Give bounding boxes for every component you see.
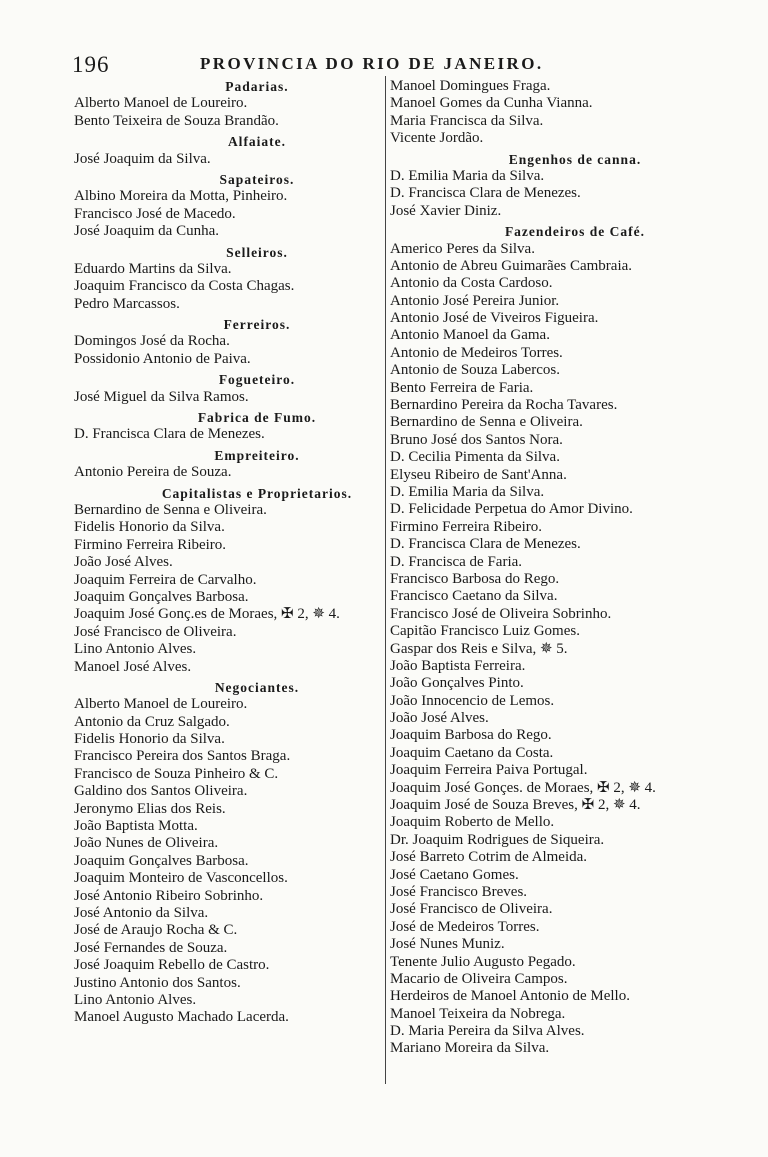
directory-section <box>74 78 380 133</box>
directory-entry: Capitão Francisco Luiz Gomes. <box>390 623 580 640</box>
directory-entry: José Nunes Muniz. <box>390 936 505 953</box>
directory-entry: D. Emilia Maria da Silva. <box>390 167 545 184</box>
running-title: PROVINCIA DO RIO DE JANEIRO. <box>200 54 544 73</box>
directory-entry: José de Medeiros Torres. <box>390 918 540 935</box>
directory-entry: Alberto Manoel de Loureiro. <box>74 95 248 112</box>
directory-entry: José Antonio Ribeiro Sobrinho. <box>74 887 264 904</box>
directory-entry: Herdeiros de Manoel Antonio de Mello. <box>390 988 630 1005</box>
directory-section <box>390 223 720 1061</box>
directory-entry: Joaquim Caetano da Costa. <box>390 744 554 761</box>
directory-entry: Fidelis Honorio da Silva. <box>74 731 225 748</box>
section-heading: Negociantes. <box>214 679 300 695</box>
directory-entry: Bernardino Pereira da Rocha Tavares. <box>390 397 618 414</box>
directory-entry: Manoel José Alves. <box>74 658 192 675</box>
directory-entry: Francisco Pereira dos Santos Braga. <box>74 748 291 765</box>
directory-entry: Manoel Augusto Machado Lacerda. <box>74 1009 289 1026</box>
directory-entry: Joaquim Ferreira de Carvalho. <box>74 571 257 588</box>
directory-entry: Manoel Teixeira da Nobrega. <box>390 1005 566 1022</box>
directory-entry: José de Araujo Rocha & C. <box>74 922 238 939</box>
directory-entry: Firmino Ferreira Ribeiro. <box>74 536 227 553</box>
directory-entry: Bento Teixeira de Souza Brandão. <box>74 112 279 129</box>
directory-entry: Macario de Oliveira Campos. <box>390 970 568 987</box>
directory-entry: Maria Francisca da Silva. <box>390 112 544 129</box>
page-number: 196 <box>72 52 110 77</box>
directory-entry: José Joaquim da Cunha. <box>74 223 219 240</box>
directory-entry: Domingos José da Rocha. <box>74 333 230 350</box>
section-heading: Engenhos de canna. <box>508 151 642 167</box>
left-column <box>74 78 380 1030</box>
directory-entry: Jeronymo Elias dos Reis. <box>74 800 226 817</box>
entry-list <box>74 389 380 406</box>
directory-entry: Eduardo Martins da Silva. <box>74 260 232 277</box>
directory-entry: Joaquim Roberto de Mello. <box>390 814 555 831</box>
directory-entry: Francisco Barbosa do Rego. <box>390 570 560 587</box>
directory-entry: Tenente Julio Augusto Pegado. <box>390 953 576 970</box>
directory-section <box>74 171 380 244</box>
entry-list <box>390 241 720 1058</box>
directory-entry: José Antonio da Silva. <box>74 904 209 921</box>
directory-entry: João Baptista Ferreira. <box>390 657 526 674</box>
directory-entry: Joaquim Ferreira Paiva Portugal. <box>390 762 588 779</box>
directory-entry: Alberto Manoel de Loureiro. <box>74 696 248 713</box>
directory-entry: D. Felicidade Perpetua do Amor Divino. <box>390 501 633 518</box>
directory-entry: José Joaquim da Silva. <box>74 150 211 167</box>
section-gap <box>390 1058 720 1061</box>
directory-entry: Francisco de Souza Pinheiro & C. <box>74 765 279 782</box>
directory-entry: Elyseu Ribeiro de Sant'Anna. <box>390 466 567 483</box>
directory-entry: D. Francisca de Faria. <box>390 553 523 570</box>
section-heading: Alfaiate. <box>227 134 287 150</box>
directory-section <box>390 78 720 151</box>
directory-entry: José Joaquim Rebello de Castro. <box>74 957 270 974</box>
directory-entry: Manoel Gomes da Cunha Vianna. <box>390 95 593 112</box>
directory-entry: Antonio Pereira de Souza. <box>74 464 232 481</box>
directory-entry: João José Alves. <box>390 710 489 727</box>
directory-entry: Possidonio Antonio de Paiva. <box>74 350 251 367</box>
directory-section <box>390 151 720 224</box>
directory-entry: Joaquim Francisco da Costa Chagas. <box>74 278 295 295</box>
directory-entry: José Francisco de Oliveira. <box>390 901 553 918</box>
right-column <box>390 78 720 1061</box>
entry-list <box>74 464 380 481</box>
section-gap <box>74 1027 380 1030</box>
directory-entry: Antonio da Costa Cardoso. <box>390 275 553 292</box>
entry-list <box>74 261 380 313</box>
entry-list <box>74 151 380 168</box>
directory-section <box>74 316 380 371</box>
entry-list <box>74 696 380 1026</box>
page-header <box>72 52 592 76</box>
directory-entry: Mariano Moreira da Silva. <box>390 1040 550 1057</box>
directory-entry: José Barreto Cotrim de Almeida. <box>390 849 588 866</box>
section-heading: Fazendeiros de Café. <box>504 224 646 240</box>
directory-entry: Joaquim Gonçalves Barbosa. <box>74 852 249 869</box>
directory-entry: Firmino Ferreira Ribeiro. <box>390 518 543 535</box>
directory-entry: Francisco Caetano da Silva. <box>390 588 558 605</box>
section-heading: Empreiteiro. <box>214 447 300 463</box>
directory-entry: Joaquim José Gonçes. de Moraes, ✠ 2, ✵ 4. <box>390 779 656 796</box>
directory-entry: Galdino dos Santos Oliveira. <box>74 783 248 800</box>
section-heading: Selleiros. <box>226 244 288 260</box>
directory-entry: Antonio de Souza Labercos. <box>390 362 560 379</box>
directory-entry: Bruno José dos Santos Nora. <box>390 431 563 448</box>
directory-entry: José Francisco Breves. <box>390 883 528 900</box>
section-heading: Ferreiros. <box>223 317 291 333</box>
directory-entry: Justino Antonio dos Santos. <box>74 974 241 991</box>
section-heading: Capitalistas e Proprietarios. <box>161 485 353 501</box>
directory-section <box>74 371 380 409</box>
directory-entry: D. Maria Pereira da Silva Alves. <box>390 1023 585 1040</box>
directory-entry: Joaquim José Gonç.es de Moraes, ✠ 2, ✵ 4. <box>74 606 340 623</box>
directory-section <box>74 447 380 485</box>
directory-entry: Manoel Domingues Fraga. <box>390 78 551 94</box>
directory-entry: José Fernandes de Souza. <box>74 939 228 956</box>
directory-entry: D. Francisca Clara de Menezes. <box>390 536 581 553</box>
directory-entry: D. Francisca Clara de Menezes. <box>74 426 265 443</box>
entry-list <box>74 95 380 130</box>
entry-list <box>74 426 380 443</box>
section-heading: Padarias. <box>225 79 289 94</box>
entry-list <box>390 168 720 220</box>
directory-entry: Joaquim José de Souza Breves, ✠ 2, ✵ 4. <box>390 797 641 814</box>
directory-entry: João Gonçalves Pinto. <box>390 675 524 692</box>
section-heading: Sapateiros. <box>219 171 295 187</box>
directory-entry: Antonio José de Viveiros Figueira. <box>390 310 599 327</box>
directory-entry: Antonio de Abreu Guimarães Cambraia. <box>390 257 633 274</box>
directory-entry: Gaspar dos Reis e Silva, ✵ 5. <box>390 640 568 657</box>
entry-list <box>74 333 380 368</box>
directory-entry: Vicente Jordão. <box>390 130 484 147</box>
directory-entry: Joaquim Barbosa do Rego. <box>390 727 552 744</box>
directory-entry: João José Alves. <box>74 554 173 571</box>
directory-entry: Antonio José Pereira Junior. <box>390 292 560 309</box>
section-heading: Fogueteiro. <box>218 372 296 388</box>
directory-entry: Francisco José de Oliveira Sobrinho. <box>390 605 612 622</box>
directory-section <box>74 133 380 171</box>
directory-entry: Francisco José de Macedo. <box>74 205 236 222</box>
directory-entry: José Francisco de Oliveira. <box>74 623 237 640</box>
directory-entry: Albino Moreira da Motta, Pinheiro. <box>74 188 288 205</box>
entry-list <box>74 188 380 240</box>
directory-entry: João Innocencio de Lemos. <box>390 692 555 709</box>
directory-entry: João Nunes de Oliveira. <box>74 835 219 852</box>
directory-entry: José Xavier Diniz. <box>390 202 502 219</box>
directory-entry: D. Francisca Clara de Menezes. <box>390 185 581 202</box>
directory-entry: João Baptista Motta. <box>74 818 198 835</box>
directory-entry: José Caetano Gomes. <box>390 866 519 883</box>
directory-entry: Antonio Manoel da Gama. <box>390 327 550 344</box>
directory-entry: Lino Antonio Alves. <box>74 641 197 658</box>
directory-section <box>74 409 380 447</box>
directory-entry: José Miguel da Silva Ramos. <box>74 388 249 405</box>
directory-entry: Pedro Marcassos. <box>74 295 180 312</box>
directory-entry: Antonio da Cruz Salgado. <box>74 713 230 730</box>
entry-list <box>74 502 380 676</box>
directory-entry: Lino Antonio Alves. <box>74 991 197 1008</box>
directory-section <box>74 244 380 317</box>
directory-entry: Bento Ferreira de Faria. <box>390 379 534 396</box>
directory-entry: Dr. Joaquim Rodrigues de Siqueira. <box>390 831 605 848</box>
directory-entry: Americo Peres da Silva. <box>390 240 535 257</box>
entry-list <box>390 78 720 148</box>
directory-entry: D. Emilia Maria da Silva. <box>390 483 545 500</box>
directory-entry: Joaquim Gonçalves Barbosa. <box>74 588 249 605</box>
column-divider <box>385 76 386 1084</box>
directory-entry: Antonio de Medeiros Torres. <box>390 344 563 361</box>
section-heading: Fabrica de Fumo. <box>197 410 317 426</box>
directory-entry: Joaquim Monteiro de Vasconcellos. <box>74 870 288 887</box>
directory-entry: Bernardino de Senna e Oliveira. <box>390 414 583 431</box>
directory-section <box>74 485 380 679</box>
directory-entry: D. Cecilia Pimenta da Silva. <box>390 449 560 466</box>
directory-entry: Fidelis Honorio da Silva. <box>74 519 225 536</box>
directory-entry: Bernardino de Senna e Oliveira. <box>74 501 267 518</box>
directory-section <box>74 679 380 1030</box>
